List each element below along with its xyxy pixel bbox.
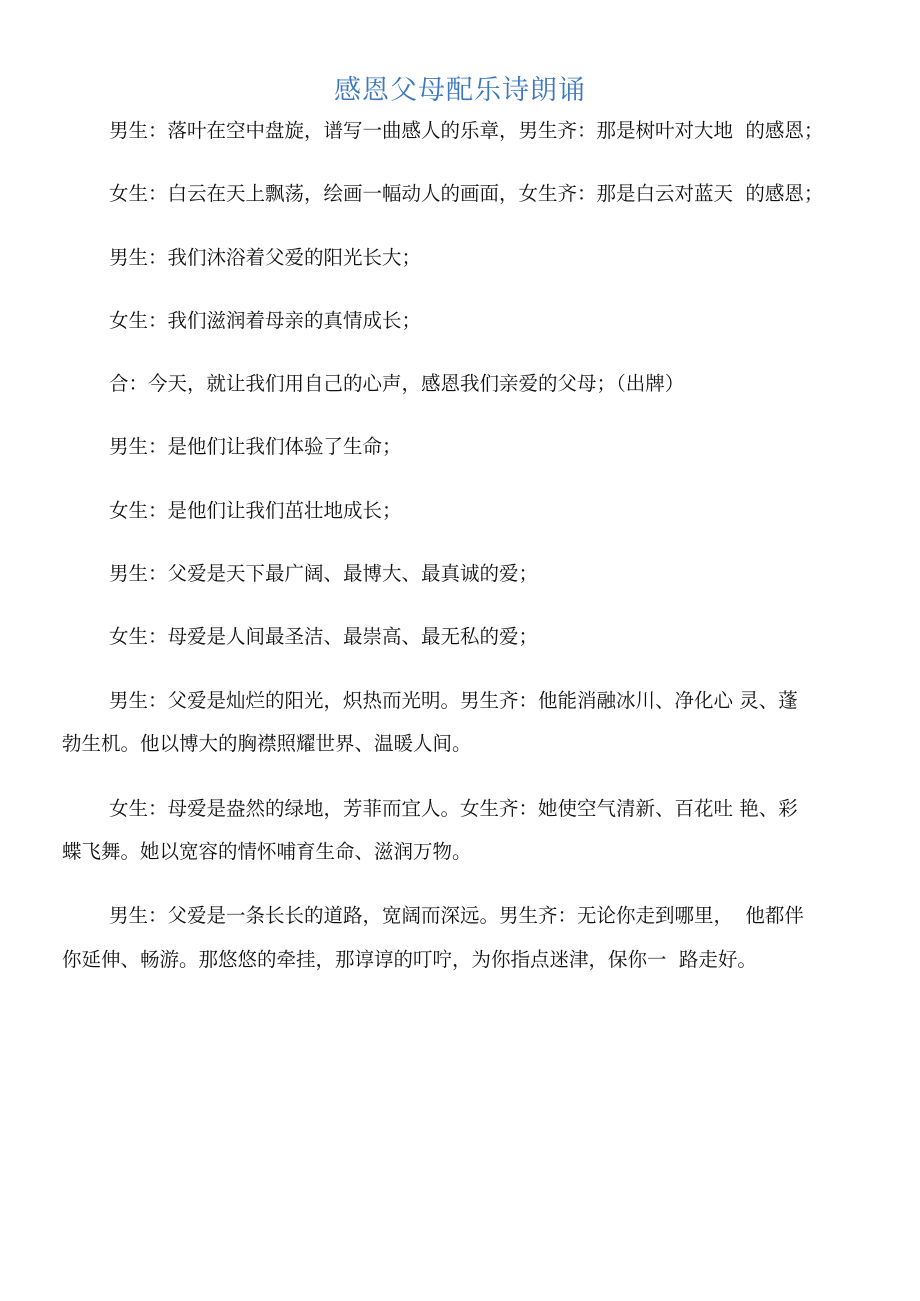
paragraph-line: 女生：白云在天上飘荡，绘画一幅动人的画面，女生齐：那是白云对蓝天 的感恩； (109, 182, 824, 205)
paragraph-line: 女生：母爱是盎然的绿地，芳菲而宜人。女生齐：她使空气清新、百花吐 艳、彩 (109, 797, 798, 820)
paragraph-line: 男生：父爱是一条长长的道路，宽阔而深远。男生齐：无论你走到哪里， 他都伴 (109, 904, 804, 927)
paragraph-line: 男生：是他们让我们体验了生命； (109, 435, 402, 458)
paragraph-line: 男生：我们沐浴着父爱的阳光长大； (109, 246, 422, 269)
paragraph-line: 男生：父爱是天下最广阔、最博大、最真诚的爱； (109, 562, 539, 585)
paragraph-line: 女生：是他们让我们茁壮地成长； (109, 499, 402, 522)
paragraph-line: 你延伸、畅游。那悠悠的牵挂，那谆谆的叮咛，为你指点迷津，保你一 路走好。 (62, 948, 757, 971)
paragraph-line: 勃生机。他以博大的胸襟照耀世界、温暖人间。 (62, 732, 472, 755)
paragraph-line: 男生：父爱是灿烂的阳光，炽热而光明。男生齐：他能消融冰川、净化心 灵、蓬 (109, 689, 798, 712)
paragraph-line: 女生：我们滋润着母亲的真情成长； (109, 309, 422, 332)
paragraph-line: 合：今天，就让我们用自己的心声，感恩我们亲爱的父母；（出牌） (109, 372, 685, 395)
paragraph-line: 女生：母爱是人间最圣洁、最崇高、最无私的爱； (109, 625, 539, 648)
document-title: 感恩父母配乐诗朗诵 (334, 75, 586, 106)
paragraph-line: 男生：落叶在空中盘旋，谱写一曲感人的乐章，男生齐：那是树叶对大地 的感恩； (109, 119, 824, 142)
paragraph-line: 蝶飞舞。她以宽容的情怀哺育生命、滋润万物。 (62, 840, 472, 863)
